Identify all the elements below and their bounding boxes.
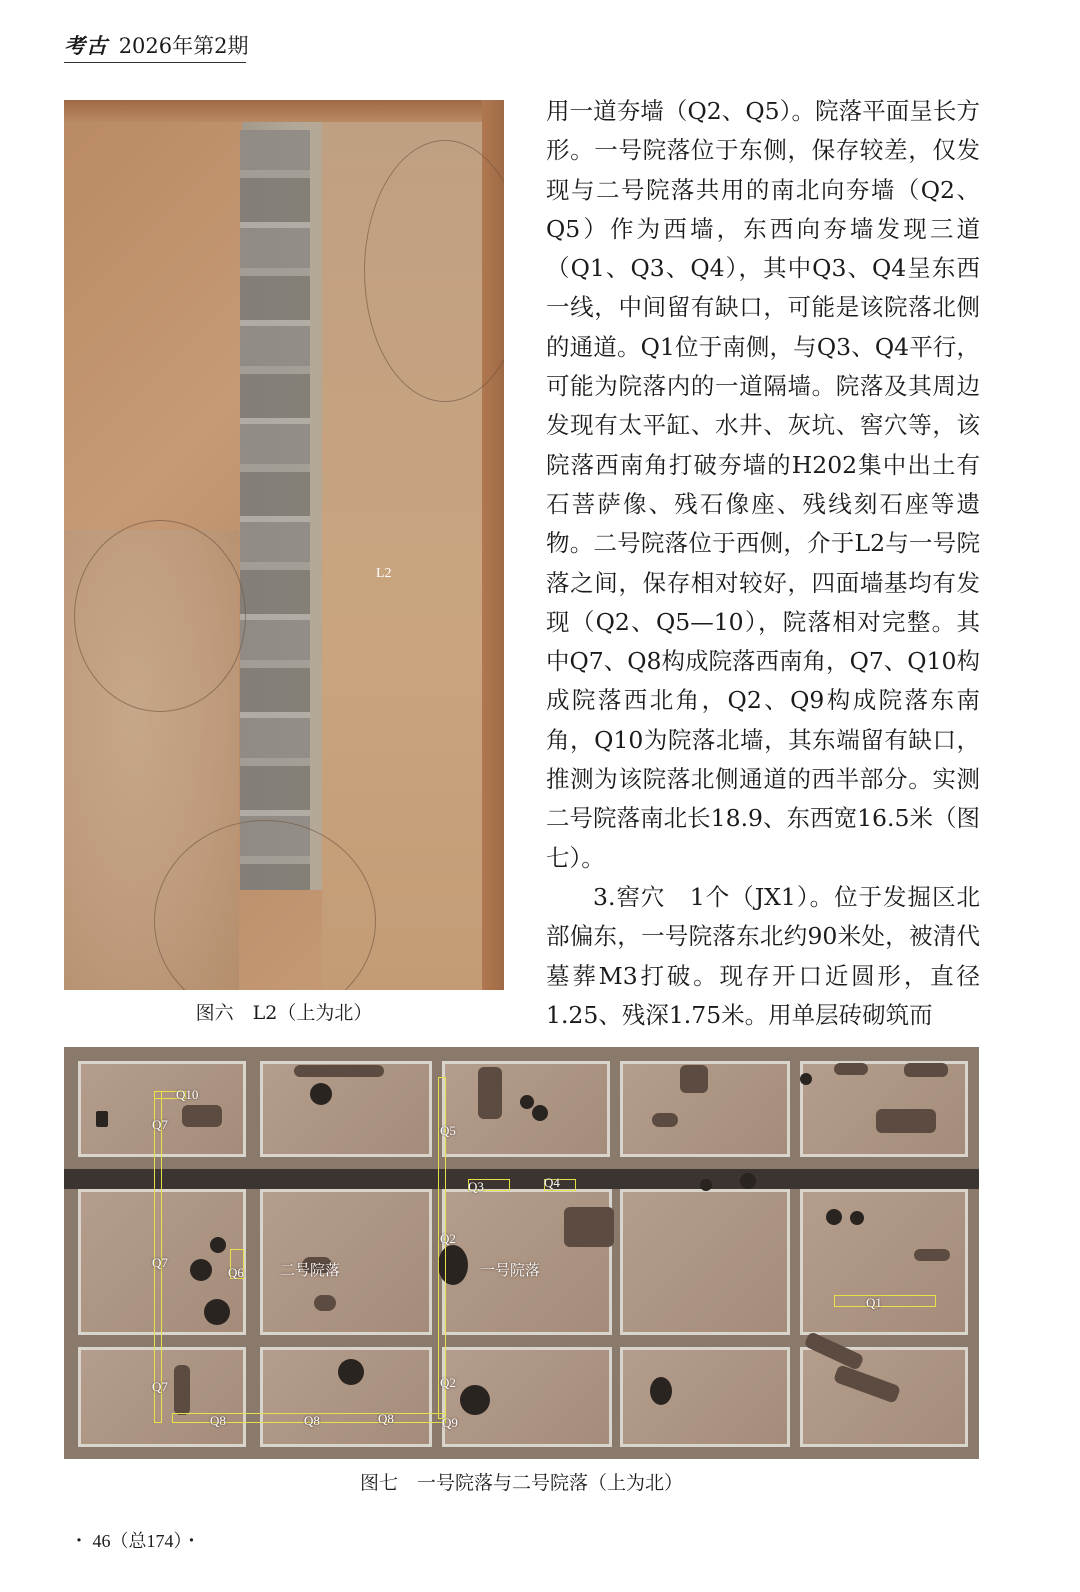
wall-label: Q3 <box>468 1179 484 1194</box>
wall-label: Q2 <box>440 1231 456 1246</box>
pit <box>650 1377 672 1405</box>
feature <box>680 1065 708 1093</box>
pit <box>204 1299 230 1325</box>
pit <box>532 1105 548 1121</box>
body-text <box>546 92 980 1035</box>
paving-stones <box>240 130 310 890</box>
wall-label: Q7 <box>152 1117 168 1132</box>
wall-label: Q2 <box>440 1375 456 1390</box>
wall-label: Q8 <box>304 1413 320 1428</box>
soil-crack <box>74 520 246 712</box>
excavation-unit <box>800 1189 968 1335</box>
trench-band <box>64 1169 979 1189</box>
wall-label: Q7 <box>152 1255 168 1270</box>
courtyard-2-label: 二号院落 <box>280 1263 341 1279</box>
pit <box>96 1111 108 1127</box>
figure-6-caption: 图六 L2（上为北） <box>195 1002 373 1024</box>
feature <box>834 1063 868 1075</box>
paragraph: 用一道夯墙（Q2、Q5）。院落平面呈长方形。一号院落位于东侧，保存较差，仅发现与二号院落共用的南北向夯墙（Q2、Q5）作为西墙，东西向夯墙发现三道（Q1、Q3、Q4），其中Q3、Q4呈东西一线，中间留有缺口，可能是该院落北侧的通道。Q1位于南侧，与Q3、Q4平行，可能为院落内的一道隔墙。院落及其周边发现有太平缸、水井、灰坑、窖穴等，该院落西南角打破夯墙的H202集中出土有石菩萨像、残石像座、残线刻石座等遗物。二号院落位于西侧，介于L2与一号院落之间，保存相对较好，四面墙基均有发现（Q2、Q5—10），院落相对完整。其中Q7、Q8构成院落西南角，Q7、Q10构成院落西北角，Q2、Q9构成院落东南角，Q10为院落北墙，其东端留有缺口，推测为该院落北侧通道的西半部分。实测二号院落南北长18.9、东西宽16.5米（图七）。 <box>546 97 980 872</box>
pit <box>190 1259 212 1281</box>
trench-wall-north <box>64 100 504 122</box>
pit <box>460 1385 490 1415</box>
courtyard-1-label: 一号院落 <box>480 1263 541 1279</box>
pit <box>740 1173 756 1189</box>
excavation-unit <box>620 1189 790 1335</box>
feature <box>174 1365 190 1415</box>
wall-label: Q4 <box>544 1175 560 1190</box>
pit <box>800 1073 812 1085</box>
pit <box>850 1211 864 1225</box>
journal-name: 考古 <box>64 33 108 58</box>
feature <box>914 1249 950 1261</box>
figure-6-photo <box>64 100 504 990</box>
feature <box>182 1105 222 1127</box>
excavation-unit <box>78 1347 246 1447</box>
feature <box>564 1207 614 1247</box>
wall-label: Q8 <box>378 1411 394 1426</box>
wall-outline-q1 <box>834 1295 936 1307</box>
feature <box>314 1295 336 1311</box>
excavation-unit <box>620 1347 790 1447</box>
feature <box>294 1065 384 1077</box>
paragraph: 3.窖穴 1个（JX1）。位于发掘区北部偏东，一号院落东北约90米处，被清代墓葬M3打破。现存开口近圆形，直径1.25、残深1.75米。用单层砖砌筑而 <box>546 882 980 1029</box>
pit <box>520 1095 534 1109</box>
pit <box>310 1083 332 1105</box>
pit <box>338 1359 364 1385</box>
wall-label: Q1 <box>866 1295 882 1310</box>
excavation-unit <box>442 1061 610 1157</box>
feature <box>904 1063 948 1077</box>
feature <box>652 1113 678 1127</box>
page-number: ・ 46（总174）・ <box>70 1531 201 1551</box>
wall-label: Q10 <box>176 1087 199 1102</box>
wall-label: Q9 <box>442 1415 458 1430</box>
pit <box>700 1179 712 1191</box>
wall-label: Q5 <box>440 1123 456 1138</box>
issue-number: 2026年第2期 <box>118 34 249 58</box>
pit <box>826 1209 842 1225</box>
pit <box>210 1237 226 1253</box>
wall-label: Q7 <box>152 1379 168 1394</box>
wall-label: Q6 <box>228 1265 244 1280</box>
figure-7-caption: 图七 一号院落与二号院落（上为北） <box>359 1472 683 1494</box>
running-header <box>64 32 249 63</box>
feature <box>478 1067 502 1119</box>
figure-7-photo <box>64 1047 979 1459</box>
road-label: L2 <box>376 566 392 581</box>
wall-label: Q8 <box>210 1413 226 1428</box>
feature <box>876 1109 936 1133</box>
